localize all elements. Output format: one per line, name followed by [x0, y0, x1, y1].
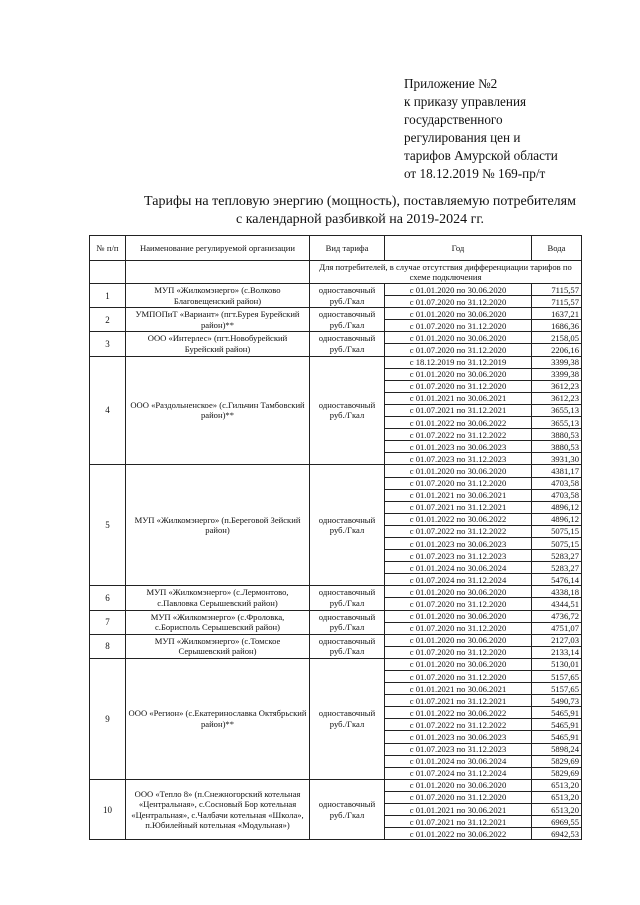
tariff-value-cell: 5157,65: [532, 683, 582, 695]
tariff-value-cell: 2158,05: [532, 332, 582, 344]
tariff-type: одноставочный руб./Гкал: [310, 779, 385, 839]
tariff-value-cell: 1686,36: [532, 320, 582, 332]
tariff-value-cell: 3612,23: [532, 392, 582, 404]
period-cell: с 01.01.2020 по 30.06.2020: [385, 368, 532, 380]
table-row: [90, 332, 582, 344]
tariff-value-cell: 5283,27: [532, 562, 582, 574]
period-cell: с 01.01.2020 по 30.06.2020: [385, 634, 532, 646]
tariff-value-cell: 5476,14: [532, 574, 582, 586]
subheader-empty: [90, 261, 126, 284]
table-row: [90, 586, 582, 598]
period-cell: с 01.07.2022 по 31.12.2022: [385, 429, 532, 441]
tariff-value-cell: 6513,20: [532, 791, 582, 803]
tariff-value-cell: 5829,69: [532, 767, 582, 779]
tariff-value-cell: 3655,13: [532, 417, 582, 429]
tariff-value-cell: 3931,30: [532, 453, 582, 465]
row-number: 10: [90, 779, 126, 839]
table-row: [90, 610, 582, 622]
tariff-type: одноставочный руб./Гкал: [310, 356, 385, 465]
period-cell: с 01.07.2022 по 31.12.2022: [385, 719, 532, 731]
period-cell: с 01.07.2020 по 31.12.2020: [385, 344, 532, 356]
tariff-value-cell: 3880,53: [532, 429, 582, 441]
period-cell: с 01.07.2020 по 31.12.2020: [385, 477, 532, 489]
tariff-value-cell: 4751,07: [532, 622, 582, 634]
tariff-value-cell: 5490,73: [532, 695, 582, 707]
period-cell: с 01.01.2021 по 30.06.2021: [385, 683, 532, 695]
title-line-2: с календарной разбивкой на 2019-2024 гг.: [236, 212, 484, 227]
period-cell: с 01.01.2020 по 30.06.2020: [385, 465, 532, 477]
period-cell: с 01.01.2020 по 30.06.2020: [385, 284, 532, 296]
period-cell: с 01.07.2020 по 31.12.2020: [385, 622, 532, 634]
tariff-value-cell: 6513,20: [532, 779, 582, 791]
period-cell: с 01.01.2020 по 30.06.2020: [385, 308, 532, 320]
organization-name: ООО «Раздольненское» (с.Гильчин Тамбовский район)**: [126, 356, 310, 465]
appendix-line: регулирования цен и: [404, 130, 521, 145]
period-cell: с 01.01.2023 по 30.06.2023: [385, 731, 532, 743]
period-cell: с 01.01.2020 по 30.06.2020: [385, 658, 532, 670]
period-cell: с 01.01.2021 по 30.06.2021: [385, 804, 532, 816]
tariff-value-cell: 5465,91: [532, 707, 582, 719]
tariff-type: одноставочный руб./Гкал: [310, 658, 385, 779]
tariff-value-cell: 2127,03: [532, 634, 582, 646]
row-number: 7: [90, 610, 126, 634]
period-cell: с 01.01.2022 по 30.06.2022: [385, 417, 532, 429]
tariff-value-cell: 3399,38: [532, 368, 582, 380]
appendix-line: государственного: [404, 112, 503, 127]
period-cell: с 01.07.2023 по 31.12.2023: [385, 550, 532, 562]
period-cell: с 01.01.2020 по 30.06.2020: [385, 610, 532, 622]
tariff-value-cell: 3655,13: [532, 404, 582, 416]
header-water: Вода: [532, 236, 582, 261]
organization-name: ООО «Регион» (с.Екатеринославка Октябрьский район)**: [126, 658, 310, 779]
subheader-text: Для потребителей, в случае отсутствия дифференциации тарифов по схеме подключения: [310, 261, 582, 284]
tariff-table: [89, 235, 582, 840]
document-title: [100, 193, 620, 229]
header-year: Год: [385, 236, 532, 261]
organization-name: МУП «Жилкомэнерго» (п.Береговой Зейский район): [126, 465, 310, 586]
appendix-block: [404, 75, 624, 183]
row-number: 3: [90, 332, 126, 356]
period-cell: с 01.07.2020 по 31.12.2020: [385, 380, 532, 392]
header-num: № п/п: [90, 236, 126, 261]
row-number: 9: [90, 658, 126, 779]
row-number: 2: [90, 308, 126, 332]
tariff-value-cell: 4344,51: [532, 598, 582, 610]
tariff-value-cell: 5283,27: [532, 550, 582, 562]
table-row: [90, 465, 582, 477]
tariff-value-cell: 5075,15: [532, 537, 582, 549]
row-number: 6: [90, 586, 126, 610]
organization-name: МУП «Жилкомэнерго» (с.Томское Серышевский район): [126, 634, 310, 658]
row-number: 1: [90, 284, 126, 308]
period-cell: с 01.07.2021 по 31.12.2021: [385, 501, 532, 513]
tariff-value-cell: 6969,55: [532, 816, 582, 828]
tariff-value-cell: 2206,16: [532, 344, 582, 356]
period-cell: с 01.01.2022 по 30.06.2022: [385, 707, 532, 719]
period-cell: с 01.07.2020 по 31.12.2020: [385, 646, 532, 658]
organization-name: МУП «Жилкомэнерго» (с.Фроловка, с.Борисполь Серышевский район): [126, 610, 310, 634]
period-cell: с 01.07.2023 по 31.12.2023: [385, 453, 532, 465]
period-cell: с 01.07.2020 по 31.12.2020: [385, 598, 532, 610]
table-row: [90, 634, 582, 646]
table-row: [90, 308, 582, 320]
table-header-row: [90, 236, 582, 261]
organization-name: ООО «Тепло 8» (п.Снежногорский котельная «Центральная», с.Сосновый Бор котельная «Центральная», с.Чалбачи котельная «Школа», п.Юбилейный котельная «Модульная»): [126, 779, 310, 839]
period-cell: с 01.07.2020 по 31.12.2020: [385, 791, 532, 803]
tariff-value-cell: 6513,20: [532, 804, 582, 816]
period-cell: с 01.07.2020 по 31.12.2020: [385, 320, 532, 332]
period-cell: с 18.12.2019 по 31.12.2019: [385, 356, 532, 368]
period-cell: с 01.07.2020 по 31.12.2020: [385, 671, 532, 683]
row-number: 4: [90, 356, 126, 465]
period-cell: с 01.07.2021 по 31.12.2021: [385, 816, 532, 828]
tariff-value-cell: 4736,72: [532, 610, 582, 622]
period-cell: с 01.07.2024 по 31.12.2024: [385, 574, 532, 586]
organization-name: УМПОПиТ «Вариант» (пгт.Бурея Бурейский район)**: [126, 308, 310, 332]
tariff-value-cell: 3399,38: [532, 356, 582, 368]
tariff-value-cell: 5465,91: [532, 719, 582, 731]
tariff-value-cell: 4381,17: [532, 465, 582, 477]
appendix-line: от 18.12.2019 № 169-пр/т: [404, 166, 546, 181]
period-cell: с 01.07.2023 по 31.12.2023: [385, 743, 532, 755]
table-row: [90, 779, 582, 791]
subheader-row: [90, 261, 582, 284]
tariff-value-cell: 4896,12: [532, 513, 582, 525]
tariff-value-cell: 5075,15: [532, 525, 582, 537]
tariff-value-cell: 7115,57: [532, 296, 582, 308]
table-row: [90, 284, 582, 296]
tariff-type: одноставочный руб./Гкал: [310, 610, 385, 634]
tariff-value-cell: 6942,53: [532, 828, 582, 840]
tariff-value-cell: 4896,12: [532, 501, 582, 513]
row-number: 5: [90, 465, 126, 586]
organization-name: МУП «Жилкомэнерго» (с.Лермонтово, с.Павловка Серышевский район): [126, 586, 310, 610]
period-cell: с 01.07.2021 по 31.12.2021: [385, 404, 532, 416]
period-cell: с 01.01.2020 по 30.06.2020: [385, 586, 532, 598]
tariff-value-cell: 5898,24: [532, 743, 582, 755]
period-cell: с 01.01.2020 по 30.06.2020: [385, 779, 532, 791]
header-org: Наименование регулируемой организации: [126, 236, 310, 261]
period-cell: с 01.07.2022 по 31.12.2022: [385, 525, 532, 537]
period-cell: с 01.01.2022 по 30.06.2022: [385, 513, 532, 525]
tariff-value-cell: 3880,53: [532, 441, 582, 453]
organization-name: МУП «Жилкомэнерго» (с.Волково Благовещенский район): [126, 284, 310, 308]
tariff-value-cell: 5130,01: [532, 658, 582, 670]
period-cell: с 01.01.2024 по 30.06.2024: [385, 755, 532, 767]
row-number: 8: [90, 634, 126, 658]
tariff-type: одноставочный руб./Гкал: [310, 586, 385, 610]
period-cell: с 01.01.2023 по 30.06.2023: [385, 537, 532, 549]
table-row: [90, 658, 582, 670]
period-cell: с 01.07.2020 по 31.12.2020: [385, 296, 532, 308]
table-row: [90, 356, 582, 368]
tariff-value-cell: 5157,65: [532, 671, 582, 683]
tariff-value-cell: 3612,23: [532, 380, 582, 392]
appendix-line: Приложение №2: [404, 76, 498, 91]
period-cell: с 01.01.2020 по 30.06.2020: [385, 332, 532, 344]
tariff-type: одноставочный руб./Гкал: [310, 465, 385, 586]
appendix-line: к приказу управления: [404, 94, 527, 109]
period-cell: с 01.01.2021 по 30.06.2021: [385, 392, 532, 404]
tariff-value-cell: 1637,21: [532, 308, 582, 320]
tariff-type: одноставочный руб./Гкал: [310, 634, 385, 658]
period-cell: с 01.07.2021 по 31.12.2021: [385, 695, 532, 707]
tariff-value-cell: 2133,14: [532, 646, 582, 658]
tariff-value-cell: 4703,58: [532, 477, 582, 489]
subheader-empty: [126, 261, 310, 284]
tariff-value-cell: 4703,58: [532, 489, 582, 501]
tariff-value-cell: 4338,18: [532, 586, 582, 598]
tariff-value-cell: 5465,91: [532, 731, 582, 743]
tariff-value-cell: 7115,57: [532, 284, 582, 296]
appendix-line: тарифов Амурской области: [404, 148, 558, 163]
period-cell: с 01.01.2024 по 30.06.2024: [385, 562, 532, 574]
tariff-type: одноставочный руб./Гкал: [310, 332, 385, 356]
tariff-type: одноставочный руб./Гкал: [310, 308, 385, 332]
tariff-value-cell: 5829,69: [532, 755, 582, 767]
title-line-1: Тарифы на тепловую энергию (мощность), поставляемую потребителям: [144, 194, 576, 209]
header-type: Вид тарифа: [310, 236, 385, 261]
organization-name: ООО «Интерлес» (пгт.Новобурейский Бурейский район): [126, 332, 310, 356]
tariff-type: одноставочный руб./Гкал: [310, 284, 385, 308]
period-cell: с 01.01.2023 по 30.06.2023: [385, 441, 532, 453]
period-cell: с 01.01.2021 по 30.06.2021: [385, 489, 532, 501]
period-cell: с 01.01.2022 по 30.06.2022: [385, 828, 532, 840]
period-cell: с 01.07.2024 по 31.12.2024: [385, 767, 532, 779]
